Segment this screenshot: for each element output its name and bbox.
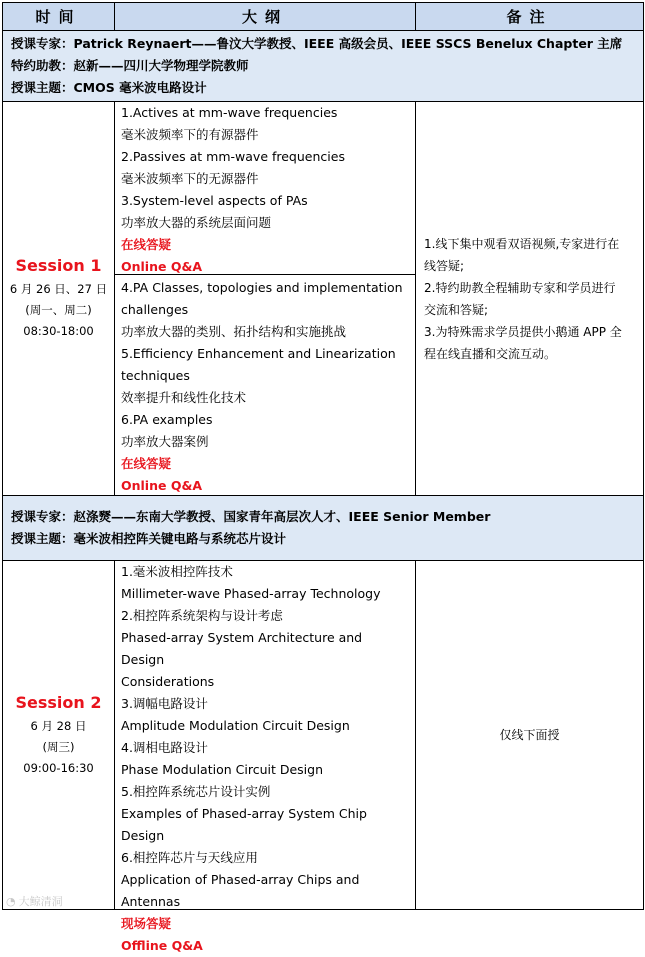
session1-weekday: (周一、周二) [25, 303, 92, 317]
session1-outline-line: 在线答疑 [121, 456, 172, 471]
block2-info-row [3, 496, 644, 561]
session1-notes-cell [416, 102, 644, 496]
header-time: 时间 [3, 3, 115, 31]
block2-expert: 授课专家：赵涤燹——东南大学教授、国家青年高层次人才、IEEE Senior Member [11, 509, 491, 524]
session1-outline-line: 功率放大器案例 [121, 434, 209, 449]
session1-time-cell [3, 102, 115, 496]
session2-outline-line: Offline Q&A [121, 938, 203, 953]
session2-outline-line: Phased-array System Architecture and Design [121, 630, 363, 667]
session1-outline-line: 4.PA Classes, topologies and implementation [121, 280, 403, 295]
session2-outline-line: Antennas [121, 894, 181, 909]
session1-outline-line: Online Q&A [121, 478, 203, 493]
session1-note-line: 2.特约助教全程辅助专家和学员进行 [424, 280, 616, 295]
session2-outline-line: Millimeter-wave Phased-array Technology [121, 586, 381, 601]
session2-outline-line: 4.调相电路设计 [121, 740, 208, 755]
session1-date: 6 月 26 日、27 日 [9, 282, 108, 296]
session2-outline-line: 6.相控阵芯片与天线应用 [121, 850, 258, 865]
session1-outline-line: Online Q&A [121, 259, 203, 274]
session2-outline [115, 561, 415, 953]
session1-outline-line: 毫米波频率下的无源器件 [121, 171, 259, 186]
session2-time-cell [3, 561, 115, 910]
session1-note-line: 程在线直播和交流互动。 [424, 346, 557, 361]
session1-outline-line: 3.System-level aspects of PAs [121, 193, 308, 208]
header-row [3, 3, 644, 31]
session1-outline-part2 [115, 274, 415, 495]
watermark-logo-icon: ◔ [6, 895, 16, 908]
session1-outline-line: 2.Passives at mm-wave frequencies [121, 149, 345, 164]
session1-outline-line: 效率提升和线性化技术 [121, 390, 247, 405]
session2-notes-cell [416, 561, 644, 910]
session1-outline-line: 毫米波频率下的有源器件 [121, 127, 259, 142]
session1-outline-line: 功率放大器的类别、拓扑结构和实施挑战 [121, 324, 347, 339]
session2-row [3, 561, 644, 910]
header-outline: 大纲 [115, 3, 416, 31]
session1-note-line: 1.线下集中观看双语视频,专家进行在 [424, 236, 620, 251]
session1-outline-part1 [115, 102, 415, 274]
session2-outline-cell [115, 561, 416, 953]
session1-outline-line: 功率放大器的系统层面问题 [121, 215, 272, 230]
watermark-text: 大鲸清洞 [18, 895, 63, 908]
session1-outline-line: 5.Efficiency Enhancement and Linearization [121, 346, 396, 361]
watermark [6, 893, 63, 909]
block1-info [3, 31, 644, 102]
session1-title: Session 1 [15, 256, 102, 275]
block1-info-row [3, 31, 644, 102]
block1-assistant: 特约助教：赵新——四川大学物理学院教师 [11, 58, 249, 73]
session2-outline-line: 1.毫米波相控阵技术 [121, 564, 233, 579]
session1-outline-line: 1.Actives at mm-wave frequencies [121, 105, 338, 120]
session2-outline-line: Application of Phased-array Chips and [121, 872, 360, 887]
session2-notes: 仅线下面授 [499, 728, 560, 742]
session1-outline-line: challenges [121, 302, 189, 317]
session1-row [3, 102, 644, 496]
session2-outline-line: 3.调幅电路设计 [121, 696, 208, 711]
session2-title: Session 2 [15, 692, 102, 712]
session2-outline-line: Phase Modulation Circuit Design [121, 762, 324, 777]
session2-outline-line: Examples of Phased-array System Chip Design [121, 806, 367, 843]
session1-outline-line: 在线答疑 [121, 237, 172, 252]
header-notes: 备注 [416, 3, 644, 31]
session2-weekday: (周三) [42, 739, 75, 754]
block1-topic: 授课主题：CMOS 毫米波电路设计 [11, 80, 207, 95]
session2-outline-line: 现场答疑 [121, 916, 172, 931]
session1-note-line: 3.为特殊需求学员提供小鹅通 APP 全 [424, 324, 622, 339]
session2-hours: 09:00-16:30 [23, 760, 94, 775]
block2-topic: 授课主题：毫米波相控阵关键电路与系统芯片设计 [11, 531, 287, 546]
block1-expert: 授课专家：Patrick Reynaert——鲁汶大学教授、IEEE 高级会员、IEEE SSCS Benelux Chapter 主席 [11, 36, 623, 51]
block2-info [3, 496, 644, 561]
session2-outline-line: Considerations [121, 674, 215, 689]
session1-note-line: 线答疑; [424, 258, 465, 273]
session2-outline-line: Amplitude Modulation Circuit Design [121, 718, 350, 733]
session1-outline-line: 6.PA examples [121, 412, 213, 427]
session1-hours: 08:30-18:00 [23, 324, 94, 338]
session1-note-line: 交流和答疑; [424, 302, 489, 317]
session1-outline-line: techniques [121, 368, 190, 383]
session1-outline-cell [115, 102, 416, 496]
session2-date: 6 月 28 日 [30, 718, 87, 733]
session2-outline-line: 2.相控阵系统架构与设计考虑 [121, 608, 283, 623]
session2-outline-line: 5.相控阵系统芯片设计实例 [121, 784, 271, 799]
schedule-table [2, 2, 644, 953]
session1-notes [424, 233, 635, 365]
